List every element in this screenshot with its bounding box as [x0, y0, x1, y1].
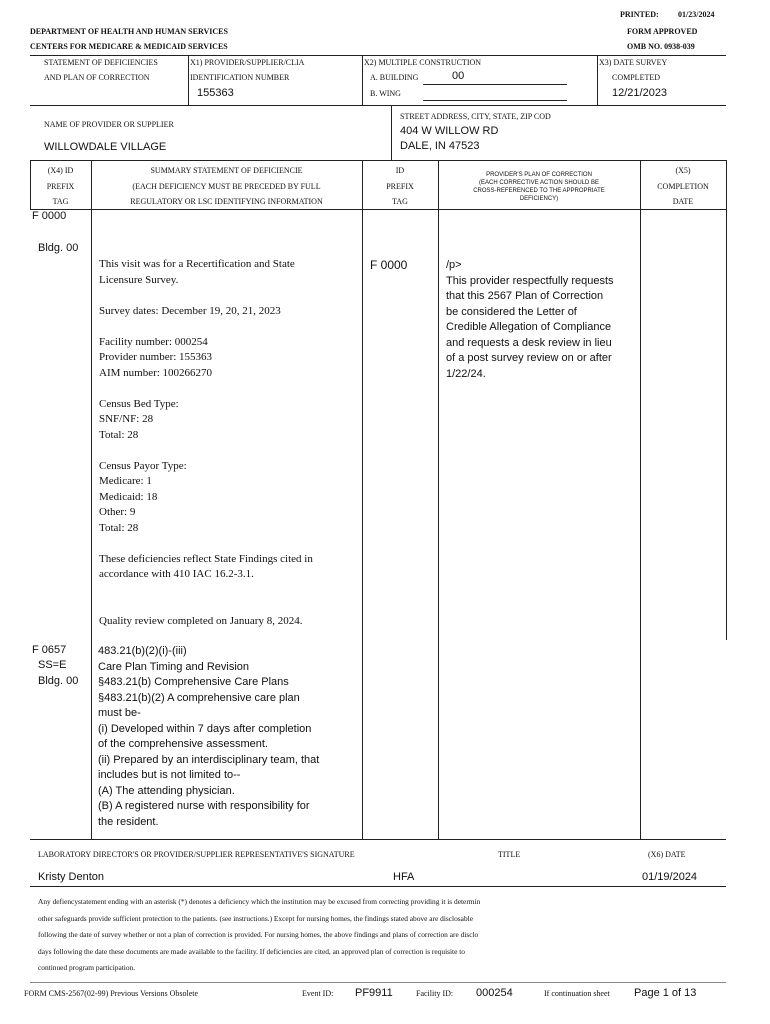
- summary-f0000-line: [99, 443, 313, 459]
- x4-header-1: (X4) ID: [47, 166, 74, 175]
- summary-text-f0657: [98, 644, 319, 830]
- plan-header-3: CROSS-REFERENCED TO THE APPROPRIATE: [473, 188, 605, 194]
- summary-f0657-line: (i) Developed within 7 days after completion: [98, 722, 312, 735]
- scope-severity: SS=E: [38, 659, 67, 671]
- address-line-1: 404 W WILLOW RD: [400, 125, 499, 137]
- date-survey-label-2: COMPLETED: [612, 73, 660, 82]
- provider-id-label-2: IDENTIFICATION NUMBER: [190, 73, 290, 82]
- continuation-label: If continuation sheet: [544, 989, 610, 998]
- x4-header-3: TAG: [52, 197, 69, 206]
- summary-f0657-line: (B) A registered nurse with responsibility for: [98, 800, 310, 812]
- plan-f0000-line: Credible Allegation of Compliance: [446, 321, 612, 333]
- facility-id-label: Facility ID:: [416, 989, 454, 998]
- signature-title: HFA: [393, 871, 415, 883]
- plan-f0000-line: of a post survey review on or after: [446, 352, 612, 364]
- summary-f0000-line: Census Payor Type:: [99, 459, 187, 472]
- provider-name-value: WILLOWDALE VILLAGE: [44, 141, 167, 153]
- printed-label: PRINTED:: [620, 10, 659, 19]
- building-tag-1: Bldg. 00: [38, 242, 79, 254]
- summary-f0000-line: SNF/NF: 28: [99, 413, 154, 425]
- provider-id-value: 155363: [197, 87, 234, 99]
- signature-name: Kristy Denton: [38, 871, 105, 883]
- id-header-1: ID: [395, 166, 405, 175]
- form-number: FORM CMS-2567(02-99) Previous Versions Obsolete: [24, 989, 199, 998]
- statement-label: STATEMENT OF DEFICIENCIES: [44, 58, 158, 67]
- multiple-construction-label: X2) MULTIPLE CONSTRUCTION: [364, 58, 482, 67]
- summary-f0000-line: [99, 319, 313, 335]
- disclaimer-text: [38, 894, 480, 977]
- summary-f0000-line: [99, 598, 313, 614]
- summary-f0657-line: must be-: [98, 707, 141, 719]
- summary-f0657-line: (ii) Prepared by an interdisciplinary team, that: [98, 753, 320, 766]
- summary-f0000-line: Census Bed Type:: [99, 397, 179, 410]
- plan-f0000-line: be considered the Letter of: [446, 305, 577, 318]
- summary-header-3: REGULATORY OR LSC IDENTIFYING INFORMATION: [130, 197, 323, 206]
- disclaimer-line: days following the date these documents are made available to the facility. If deficiencies are cited, an approved plan of correction is requisite to: [38, 946, 465, 956]
- cms-title: CENTERS FOR MEDICARE & MEDICAID SERVICES: [30, 42, 228, 51]
- summary-f0000-line: Total: 28: [99, 521, 139, 534]
- summary-f0000-line: Facility number: 000254: [99, 335, 208, 348]
- disclaimer-line: continued program participation.: [38, 963, 136, 972]
- plan-header-1: PROVIDER'S PLAN OF CORRECTION: [486, 172, 592, 178]
- plan-f0000-line: and requests a desk review in lieu: [446, 336, 612, 349]
- plan-text-f0000: [446, 258, 614, 382]
- building-label: A. BUILDING: [370, 73, 419, 82]
- date-survey-label: X3) DATE SURVEY: [599, 58, 668, 67]
- tag-f0000: F 0000: [32, 210, 67, 222]
- summary-f0000-line: AIM number: 100266270: [99, 366, 213, 379]
- summary-f0000-line: Licensure Survey.: [99, 273, 179, 286]
- provider-id-label: X1) PROVIDER/SUPPLIER/CLIA: [190, 58, 305, 67]
- summary-f0000-line: Medicare: 1: [99, 475, 152, 487]
- plan-header-4: DEFICIENCY): [519, 196, 559, 202]
- summary-f0657-line: (A) The attending physician.: [98, 784, 235, 797]
- disclaimer-line: Any defiencystatement ending with an asterisk (*) denotes a deficiency which the institution may be excused from correcting providing it is determin: [38, 897, 481, 906]
- tag-f0657: F 0657: [32, 644, 67, 656]
- summary-f0000-line: [99, 288, 313, 304]
- summary-text-f0000: [99, 257, 313, 629]
- x5-header-2: COMPLETION: [657, 182, 709, 191]
- id-header-3: TAG: [392, 197, 408, 206]
- wing-label: B. WING: [370, 89, 401, 98]
- summary-f0000-line: Total: 28: [99, 428, 139, 441]
- printed-date: 01/23/2024: [678, 10, 715, 19]
- plan-tag-f0000: F 0000: [370, 258, 408, 272]
- event-id-value: PF9911: [355, 987, 393, 999]
- address-line-2: DALE, IN 47523: [400, 140, 480, 152]
- summary-f0000-line: Medicaid: 18: [99, 490, 158, 503]
- date-label: (X6) DATE: [648, 850, 686, 859]
- statement-label-2: AND PLAN OF CORRECTION: [44, 73, 150, 82]
- building-tag-2: Bldg. 00: [38, 675, 79, 687]
- summary-f0000-line: [99, 536, 313, 552]
- disclaimer-line: other safeguards provide sufficient protection to the patients. (see instructions.) Except for nursing homes, the findings stated above are disclosable: [38, 913, 473, 923]
- summary-f0657-line: the resident.: [98, 815, 159, 828]
- department-title: DEPARTMENT OF HEALTH AND HUMAN SERVICES: [30, 27, 228, 36]
- title-label: TITLE: [498, 850, 521, 859]
- x4-header-2: PREFIX: [46, 182, 75, 191]
- signature-date: 01/19/2024: [642, 871, 698, 883]
- x5-header-3: DATE: [672, 197, 694, 206]
- disclaimer-line: following the date of survey whether or not a plan of correction is provided. For nursing homes, the above findings and plans of correction are disclo: [38, 930, 479, 939]
- facility-id-value: 000254: [476, 987, 513, 999]
- summary-f0000-line: [99, 583, 313, 599]
- event-id-label: Event ID:: [302, 989, 334, 998]
- summary-f0000-line: Quality review completed on January 8, 2024.: [99, 614, 303, 627]
- summary-f0000-line: Other: 9: [99, 506, 136, 518]
- summary-f0000-line: This visit was for a Recertification and State: [99, 258, 295, 270]
- plan-f0000-line: This provider respectfully requests: [446, 274, 614, 287]
- page-number: Page 1 of 13: [634, 987, 697, 999]
- provider-name-label: NAME OF PROVIDER OR SUPPLIER: [44, 120, 174, 129]
- summary-f0000-line: These deficiencies reflect State Findings cited in: [99, 552, 313, 565]
- summary-f0000-line: Survey dates: December 19, 20, 21, 2023: [99, 304, 281, 317]
- plan-f0000-line: that this 2567 Plan of Correction: [446, 290, 604, 302]
- summary-f0657-line: Care Plan Timing and Revision: [98, 660, 250, 673]
- summary-header-2: (EACH DEFICIENCY MUST BE PRECEDED BY FULL: [132, 182, 321, 191]
- plan-header-2: (EACH CORRECTIVE ACTION SHOULD BE: [478, 180, 600, 186]
- x5-header-1: (X5): [675, 166, 691, 175]
- plan-f0000-line: /p>: [446, 259, 462, 271]
- summary-f0657-line: includes but is not limited to--: [98, 769, 241, 781]
- address-label: STREET ADDRESS, CITY, STATE, ZIP COD: [400, 112, 551, 121]
- summary-f0000-line: Provider number: 155363: [99, 351, 213, 363]
- summary-f0000-line: accordance with 410 IAC 16.2-3.1.: [99, 568, 254, 580]
- summary-f0657-line: of the comprehensive assessment.: [98, 738, 268, 750]
- id-header-2: PREFIX: [386, 182, 414, 191]
- summary-f0657-line: 483.21(b)(2)(i)-(iii): [98, 645, 187, 657]
- summary-f0657-line: §483.21(b) Comprehensive Care Plans: [98, 676, 289, 688]
- summary-f0000-line: [99, 381, 313, 397]
- form-approved: FORM APPROVED: [627, 27, 698, 36]
- summary-header-1: SUMMARY STATEMENT OF DEFICIENCIE: [150, 166, 303, 175]
- omb-number: OMB NO. 0938-039: [627, 42, 695, 51]
- date-survey-value: 12/21/2023: [612, 87, 668, 99]
- plan-f0000-line: 1/22/24.: [446, 367, 486, 380]
- building-value: 00: [452, 70, 465, 82]
- summary-f0657-line: §483.21(b)(2) A comprehensive care plan: [98, 691, 300, 704]
- signature-label: LABORATORY DIRECTOR'S OR PROVIDER/SUPPLIER REPRESENTATIVE'S SIGNATURE: [38, 850, 355, 859]
